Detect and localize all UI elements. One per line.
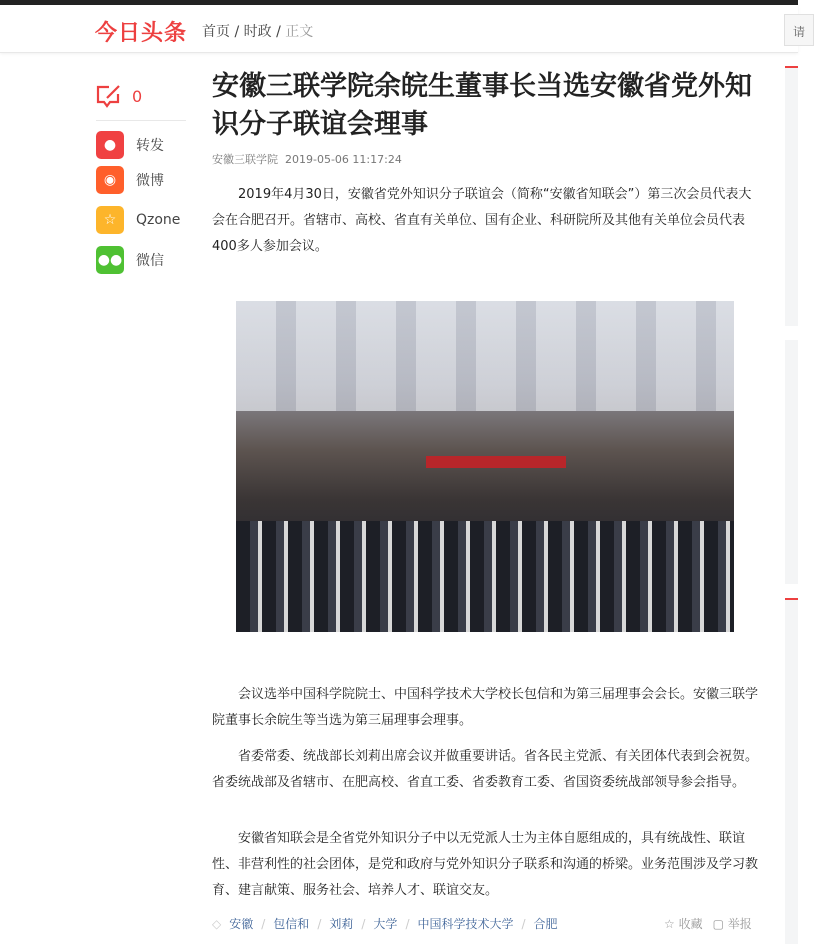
tag[interactable]: 大学	[373, 917, 398, 931]
comment-button[interactable]	[96, 84, 142, 108]
tag[interactable]: 中国科学技术大学	[417, 917, 514, 931]
share-label: Qzone	[136, 212, 181, 228]
right-panel	[785, 340, 798, 584]
share-label: 转发	[136, 138, 164, 154]
favorite-button[interactable]: ☆ 收藏	[664, 917, 703, 931]
wechat-icon: ●●	[96, 246, 124, 274]
tag[interactable]: 合肥	[533, 917, 558, 931]
breadcrumb-current: 正文	[285, 24, 314, 40]
tag-list: ◇ 安徽 / 包信和 / 刘莉 / 大学 / 中国科学技术大学 / 合肥	[212, 916, 558, 931]
right-panel	[785, 598, 798, 944]
share-weibo[interactable]	[96, 166, 164, 194]
conference-photo	[236, 301, 734, 632]
tag-icon: ◇	[212, 916, 222, 931]
tag[interactable]: 安徽	[229, 917, 254, 931]
qzone-star-icon: ☆	[96, 206, 124, 234]
tag[interactable]: 刘莉	[329, 917, 354, 931]
paragraph: 2019年4月30日，安徽省党外知识分子联谊会（简称“安徽省知联会”）第三次会员代表大会在合肥召开。省辖市、高校、省直有关单位、国有企业、科研院所及其他有关单位会员代表400多人参加会议。	[212, 187, 752, 254]
article-source[interactable]: 安徽三联学院	[212, 153, 278, 166]
right-panel	[785, 66, 798, 326]
divider	[96, 120, 186, 121]
report-icon: ▢	[712, 917, 724, 931]
article-title: 安徽三联学院余皖生董事长当选安徽省党外知识分子联谊会理事	[212, 71, 752, 140]
comment-edit-icon	[96, 84, 122, 108]
paragraph: 省委常委、统战部长刘莉出席会议并做重要讲话。省各民主党派、有关团体代表到会祝贺。省委统战部及省辖市、在肥高校、省直工委、省委教育工委、省国资委统战部领导参会指导。	[212, 749, 759, 790]
message-bubble-icon: ●	[96, 131, 124, 159]
share-repost[interactable]	[96, 131, 164, 159]
breadcrumb-home[interactable]: 首页	[202, 24, 230, 40]
share-wechat[interactable]	[96, 246, 164, 274]
tag[interactable]: 包信和	[273, 917, 310, 931]
toutiao-logo[interactable]: 今日头条	[95, 21, 188, 46]
header	[0, 5, 798, 53]
breadcrumb-politics[interactable]: 时政	[243, 24, 272, 40]
paragraph: 安徽省知联会是全省党外知识分子中以无党派人士为主体自愿组成的，具有统战性、联谊性、非营利性的社会团体，是党和政府与党外知识分子联系和沟通的桥梁。业务范围涉及学习教育、建言献策、服务社会、培养人才、联谊交友。	[212, 831, 759, 898]
weibo-icon: ◉	[96, 166, 124, 194]
article-actions	[664, 915, 752, 932]
share-qzone[interactable]	[96, 206, 180, 234]
star-icon: ☆	[664, 917, 675, 931]
breadcrumb: 首页 / 时政 / 正文	[202, 24, 314, 40]
share-label: 微信	[136, 253, 164, 269]
article-time: 2019-05-06 11:17:24	[285, 153, 402, 166]
comment-count: 0	[132, 86, 143, 106]
article-meta	[212, 151, 402, 167]
paragraph: 会议选举中国科学院院士、中国科学技术大学校长包信和为第三届理事会会长。安徽三联学院董事长余皖生等当选为第三届理事会理事。	[212, 687, 759, 728]
report-button[interactable]: ▢ 举报	[712, 917, 752, 931]
search-input[interactable]: 请	[784, 14, 814, 46]
share-label: 微博	[136, 173, 164, 189]
